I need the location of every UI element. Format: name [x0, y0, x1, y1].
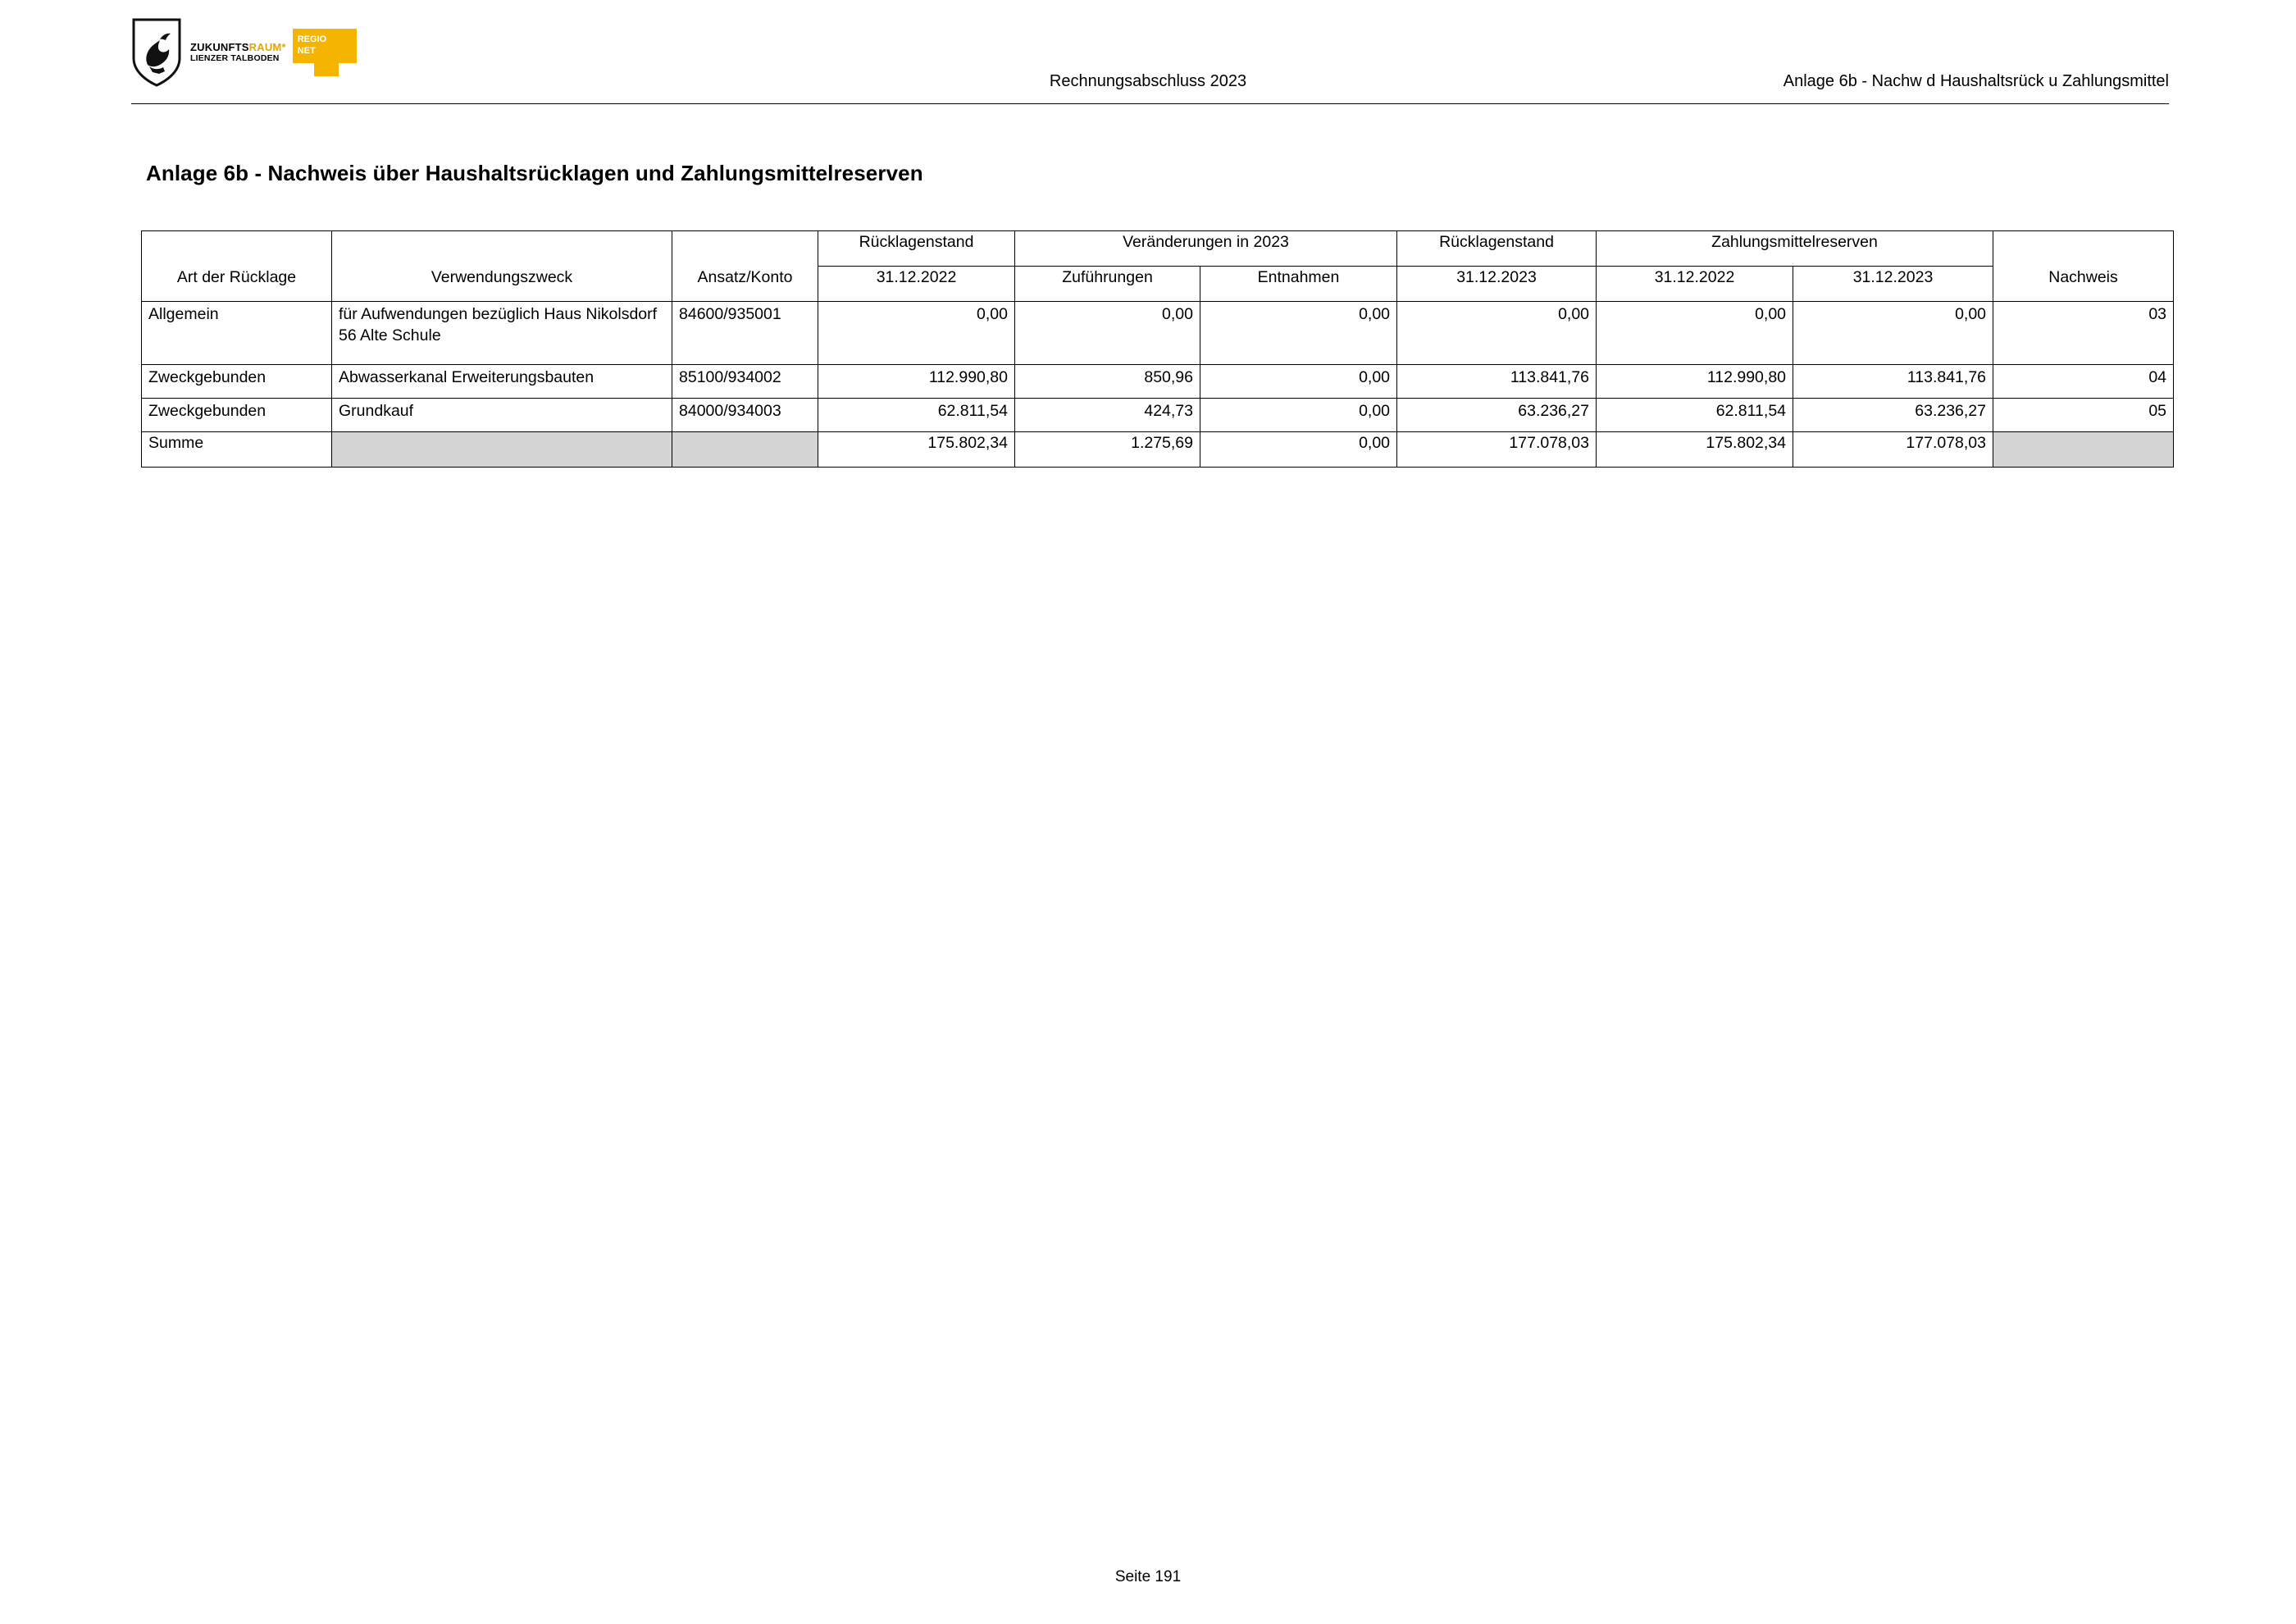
table-header-group-row: [142, 231, 2174, 267]
logo-line2: LIENZER TALBODEN: [190, 53, 280, 64]
cell-nachweis: 05: [1993, 399, 2174, 432]
cell-rl-2023: 63.236,27: [1397, 399, 1597, 432]
cell-zweck: Grundkauf: [332, 399, 672, 432]
regionet-line2: NET: [297, 45, 316, 56]
header-col-rl-2022: 31.12.2022: [818, 267, 1015, 302]
cell-nachweis: 04: [1993, 365, 2174, 399]
header-divider: [131, 103, 2169, 104]
logo-line1-prefix: ZUKUNFTS: [190, 40, 249, 53]
cell-zm-2023: 113.841,76: [1793, 365, 1993, 399]
cell-nachweis: 03: [1993, 302, 2174, 365]
table-row: [142, 399, 2174, 432]
header-empty-zweck: [332, 231, 672, 267]
cell-zm-2022: 0,00: [1597, 302, 1793, 365]
summary-rl-2022: 175.802,34: [818, 432, 1015, 468]
header-col-entnahmen: Entnahmen: [1200, 267, 1397, 302]
cell-rl-2022: 62.811,54: [818, 399, 1015, 432]
header-empty-nachweis: [1993, 231, 2174, 267]
page-footer: [0, 1568, 2296, 1586]
logo-line1-suffix: RAUM*: [248, 40, 286, 53]
table-row: [142, 302, 2174, 365]
cell-ansatz: 84000/934003: [672, 399, 818, 432]
header-empty-art: [142, 231, 332, 267]
summary-zm-2023: 177.078,03: [1793, 432, 1993, 468]
header-col-rl-2023: 31.12.2023: [1397, 267, 1597, 302]
cell-zweck: Abwasserkanal Erweiterungsbauten: [332, 365, 672, 399]
cell-art: Zweckgebunden: [142, 399, 332, 432]
summary-entnahmen: 0,00: [1200, 432, 1397, 468]
cell-rl-2023: 113.841,76: [1397, 365, 1597, 399]
header-col-zm-2022: 31.12.2022: [1597, 267, 1793, 302]
summary-rl-2023: 177.078,03: [1397, 432, 1597, 468]
header-col-nachweis: Nachweis: [1993, 267, 2174, 302]
reserves-table: [141, 230, 2174, 468]
header-empty-ansatz: [672, 231, 818, 267]
page-number: Seite 191: [1114, 1568, 1182, 1585]
header-attachment-label: Anlage 6b - Nachw d Haushaltsrück u Zahlungsmittel: [1783, 72, 2169, 90]
summary-label: Summe: [142, 432, 332, 468]
table-row: [142, 365, 2174, 399]
cell-entnahmen: 0,00: [1200, 302, 1397, 365]
header-col-zm-2023: 31.12.2023: [1793, 267, 1993, 302]
cell-zm-2023: 63.236,27: [1793, 399, 1993, 432]
cell-entnahmen: 0,00: [1200, 399, 1397, 432]
header-group-ruecklagenstand-2022: Rücklagenstand: [818, 231, 1015, 267]
summary-empty-ansatz: [672, 432, 818, 468]
header-document-title: Rechnungsabschluss 2023: [1049, 72, 1247, 90]
page-header: [0, 0, 2296, 105]
cell-art: Zweckgebunden: [142, 365, 332, 399]
page-title: Anlage 6b - Nachweis über Haushaltsrücklagen und Zahlungsmittelreserven: [146, 161, 923, 185]
summary-zufuehrungen: 1.275,69: [1015, 432, 1200, 468]
cell-rl-2022: 112.990,80: [818, 365, 1015, 399]
header-col-zweck: Verwendungszweck: [332, 267, 672, 302]
cell-rl-2023: 0,00: [1397, 302, 1597, 365]
table-body: [142, 302, 2174, 468]
cell-zufuehrungen: 850,96: [1015, 365, 1200, 399]
regionet-line1: REGIO: [297, 34, 327, 44]
table-summary-row: [142, 432, 2174, 468]
cell-zm-2023: 0,00: [1793, 302, 1993, 365]
cell-entnahmen: 0,00: [1200, 365, 1397, 399]
header-group-zahlungsmittelreserven: Zahlungsmittelreserven: [1597, 231, 1993, 267]
table-header-column-row: [142, 267, 2174, 302]
cell-art: Allgemein: [142, 302, 332, 365]
cell-ansatz: 84600/935001: [672, 302, 818, 365]
summary-zm-2022: 175.802,34: [1597, 432, 1793, 468]
cell-zufuehrungen: 424,73: [1015, 399, 1200, 432]
cell-ansatz: 85100/934002: [672, 365, 818, 399]
logo-text-block: [190, 29, 357, 76]
cell-zm-2022: 112.990,80: [1597, 365, 1793, 399]
summary-empty-nachweis: [1993, 432, 2174, 468]
header-col-art: Art der Rücklage: [142, 267, 332, 302]
header-col-zufuehrungen: Zuführungen: [1015, 267, 1200, 302]
table-header: [142, 231, 2174, 302]
cell-zm-2022: 62.811,54: [1597, 399, 1793, 432]
cell-zufuehrungen: 0,00: [1015, 302, 1200, 365]
header-group-ruecklagenstand-2023: Rücklagenstand: [1397, 231, 1597, 267]
header-col-ansatz: Ansatz/Konto: [672, 267, 818, 302]
cell-zweck: für Aufwendungen bezüglich Haus Nikolsdorf 56 Alte Schule: [332, 302, 672, 365]
cell-rl-2022: 0,00: [818, 302, 1015, 365]
header-group-veraenderungen: Veränderungen in 2023: [1015, 231, 1397, 267]
summary-empty-zweck: [332, 432, 672, 468]
reserves-table-container: [141, 230, 2173, 468]
regionet-logo-icon: [293, 29, 357, 76]
